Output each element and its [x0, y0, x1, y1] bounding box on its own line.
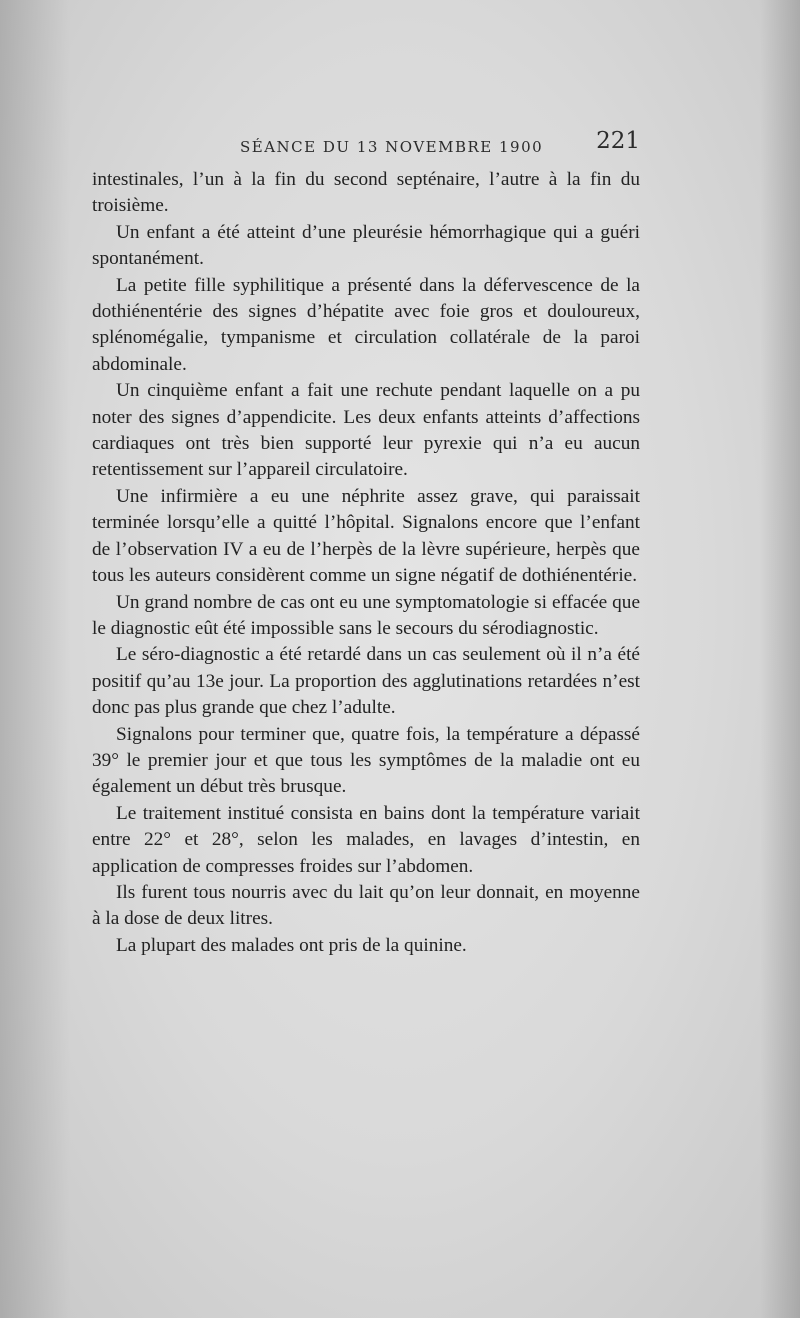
- paragraph-5: Une infirmière a eu une néphrite assez grave, qui paraissait terminée lorsqu’elle a quitté l’hôpital. Signalons encore que l’enfant de l’observation IV a eu de l’herpès de la lèvre supérieure, herpès que tous les auteurs considèrent comme un signe négatif de dothiénentérie.: [92, 485, 640, 587]
- paragraph-2: Un enfant a été atteint d’une pleurésie hémorrhagique qui a guéri spontanément.: [92, 221, 640, 270]
- running-head: [90, 128, 640, 162]
- running-title: SÉANCE DU 13 NOVEMBRE 1900: [240, 138, 544, 156]
- paragraph-8: Signalons pour terminer que, quatre fois, la température a dépassé 39° le premier jour et que tous les symptômes de la maladie ont eu également un début très brusque.: [92, 723, 640, 798]
- paragraph-3: La petite fille syphilitique a présenté dans la défervescence de la dothiénentérie des signes d’hépatite avec foie gros et douloureux, splénomégalie, tympanisme et circulation collatérale de la paroi abdominale.: [92, 274, 640, 375]
- paragraph-1: intestinales, l’un à la fin du second septénaire, l’autre à la fin du troisième.: [92, 169, 640, 217]
- paragraph-4: Un cinquième enfant a fait une rechute pendant laquelle on a pu noter des signes d’appendicite. Les deux enfants atteints d’affections cardiaques ont très bien supporté leur pyrexie qui n’a eu aucun retentissement sur l’appareil circulatoire.: [92, 380, 640, 481]
- paragraph-6: Un grand nombre de cas ont eu une symptomatologie si effacée que le diagnostic eût été impossible sans le secours du sérodiagnostic.: [92, 591, 640, 639]
- page-number: 221: [596, 128, 640, 154]
- paragraph-9: Le traitement institué consista en bains dont la température variait entre 22° et 28°, selon les malades, en lavages d’intestin, en application de compresses froides sur l’abdomen.: [92, 802, 640, 877]
- body-text: [92, 167, 640, 959]
- paragraph-10: Ils furent tous nourris avec du lait qu’on leur donnait, en moyenne à la dose de deux litres.: [92, 881, 640, 930]
- paragraph-11: La plupart des malades ont pris de la quinine.: [116, 934, 467, 956]
- paragraph-7: Le séro-diagnostic a été retardé dans un cas seulement où il n’a été positif qu’au 13e jour. La proportion des agglutinations retardées n’est donc pas plus grande que chez l’adulte.: [92, 644, 640, 719]
